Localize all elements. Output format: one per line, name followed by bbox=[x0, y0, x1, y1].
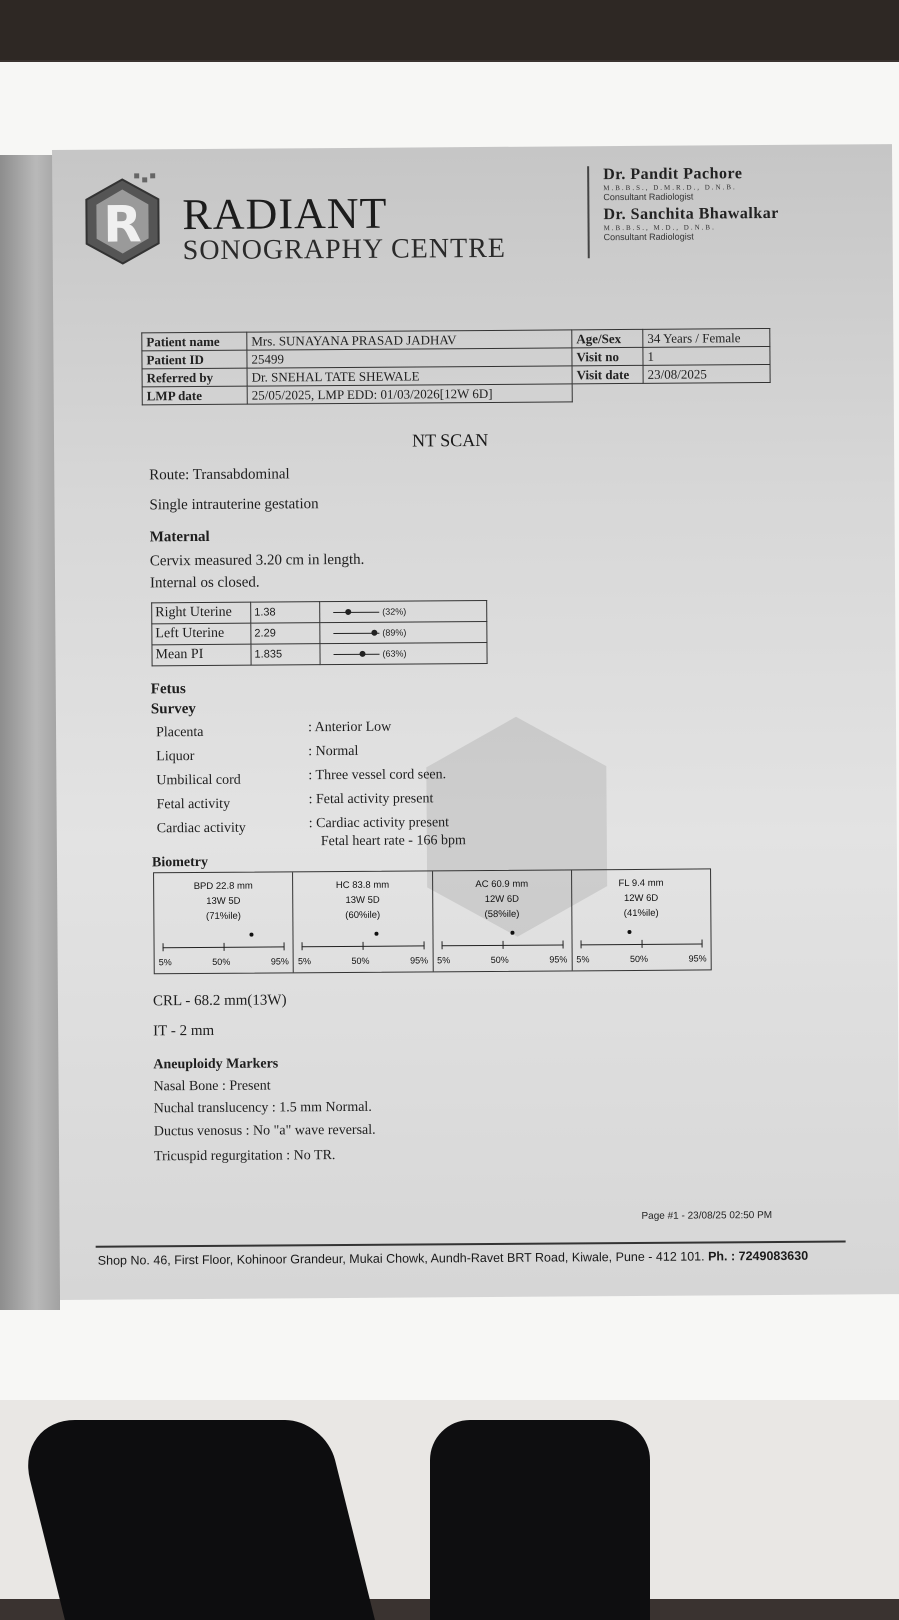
umbilical-cord-value: : Three vessel cord seen. bbox=[308, 767, 447, 784]
fetal-activity-value: : Fetal activity present bbox=[308, 791, 434, 808]
ductus-text: Ductus venosus : No "a" wave reversal. bbox=[153, 1122, 376, 1140]
biometry-heading: Biometry bbox=[151, 854, 209, 871]
phone-number: 7249083630 bbox=[738, 1248, 809, 1264]
folder-strip bbox=[0, 155, 60, 1310]
biometry-measure: BPD 22.8 mm bbox=[193, 880, 253, 893]
biometry-measure: AC 60.9 mm bbox=[475, 878, 529, 891]
doctor-1-role: Consultant Radiologist bbox=[603, 191, 694, 203]
pi-value: 1.835 bbox=[251, 644, 320, 665]
visit-date-label: Visit date bbox=[572, 365, 643, 383]
doctor-2-name: Dr. Sanchita Bhawalkar bbox=[603, 204, 779, 224]
page-info: Page #1 - 23/08/25 02:50 PM bbox=[641, 1209, 773, 1222]
cervix-text: Cervix measured 3.20 cm in length. bbox=[149, 551, 365, 570]
biometry-axis bbox=[580, 943, 702, 945]
lmp-date-value: 25/05/2025, LMP EDD: 01/03/2026[12W 6D] bbox=[247, 384, 572, 404]
pi-graph bbox=[320, 642, 487, 664]
cardiac-activity-label: Cardiac activity bbox=[156, 820, 246, 837]
scale-label: 95% bbox=[270, 956, 289, 967]
pi-label: Left Uterine bbox=[152, 623, 251, 645]
cardiac-activity-value: : Cardiac activity present bbox=[308, 815, 450, 832]
scale-label: 50% bbox=[212, 956, 231, 967]
uterine-pi-table bbox=[151, 600, 487, 666]
scale-label: 5% bbox=[437, 955, 451, 966]
umbilical-cord-label: Umbilical cord bbox=[156, 772, 241, 789]
visit-no-label: Visit no bbox=[572, 347, 643, 365]
shoe-left bbox=[15, 1420, 375, 1620]
biometry-measure: FL 9.4 mm bbox=[618, 877, 664, 890]
nuchal-text: Nuchal translucency : 1.5 mm Normal. bbox=[153, 1099, 372, 1117]
svg-text:R: R bbox=[103, 195, 142, 254]
table-row bbox=[142, 382, 770, 404]
biometry-marker bbox=[511, 931, 515, 935]
maternal-heading: Maternal bbox=[149, 528, 210, 546]
table-row bbox=[152, 642, 487, 665]
nasal-bone-text: Nasal Bone : Present bbox=[153, 1078, 271, 1095]
tricuspid-text: Tricuspid regurgitation : No TR. bbox=[153, 1148, 336, 1165]
biometry-table bbox=[153, 868, 712, 974]
aneuploidy-heading: Aneuploidy Markers bbox=[153, 1056, 279, 1073]
radiant-logo-icon bbox=[82, 171, 163, 272]
gestation-text: Single intrauterine gestation bbox=[149, 496, 319, 514]
biometry-percentile: (41%ile) bbox=[623, 907, 659, 920]
doctor-1-qualification: M.B.B.S., D.M.R.D., D.N.B. bbox=[603, 183, 737, 193]
scale-label: 5% bbox=[297, 956, 311, 967]
background-top bbox=[0, 0, 899, 60]
pi-marker bbox=[359, 651, 365, 657]
biometry-cell bbox=[154, 872, 294, 973]
biometry-marker bbox=[250, 933, 254, 937]
biometry-age: 13W 5D bbox=[206, 895, 241, 907]
lmp-date-label: LMP date bbox=[142, 386, 247, 405]
biometry-percentile: (58%ile) bbox=[484, 908, 520, 920]
pi-marker bbox=[371, 630, 377, 636]
liquor-label: Liquor bbox=[156, 749, 195, 765]
doctor-2-role: Consultant Radiologist bbox=[603, 231, 694, 243]
table-row bbox=[152, 621, 487, 644]
doctor-1-name: Dr. Pandit Pachore bbox=[603, 165, 743, 184]
scale-label: 50% bbox=[629, 953, 649, 964]
biometry-axis bbox=[163, 946, 285, 948]
pi-label: Mean PI bbox=[152, 644, 251, 666]
visit-date-value: 23/08/2025 bbox=[643, 364, 770, 383]
patient-name-value: Mrs. SUNAYANA PRASAD JADHAV bbox=[247, 330, 572, 350]
biometry-cell bbox=[293, 871, 433, 972]
doctors-block bbox=[587, 165, 779, 258]
pi-graph bbox=[320, 600, 487, 622]
placenta-label: Placenta bbox=[156, 724, 204, 741]
biometry-age: 12W 6D bbox=[623, 892, 659, 905]
footer-address bbox=[98, 1249, 808, 1268]
liquor-value: : Normal bbox=[308, 743, 359, 760]
shoe-right bbox=[430, 1420, 650, 1620]
phone-label: Ph. : bbox=[707, 1249, 736, 1264]
biometry-marker bbox=[374, 932, 378, 936]
referred-by-label: Referred by bbox=[142, 368, 247, 387]
patient-name-label: Patient name bbox=[142, 332, 247, 351]
fetus-heading: Fetus bbox=[150, 681, 186, 698]
pi-percentile: (32%) bbox=[382, 606, 407, 617]
biometry-percentile: (71%ile) bbox=[206, 910, 241, 922]
biometry-measure: HC 83.8 mm bbox=[335, 879, 390, 892]
biometry-age: 12W 6D bbox=[484, 893, 520, 905]
fetal-activity-label: Fetal activity bbox=[156, 796, 231, 813]
report-title: NT SCAN bbox=[411, 429, 489, 451]
internal-os-text: Internal os closed. bbox=[149, 574, 260, 592]
table-row bbox=[152, 600, 487, 623]
biometry-percentile: (60%ile) bbox=[345, 909, 381, 921]
biometry-cell bbox=[572, 869, 711, 970]
it-text: IT - 2 mm bbox=[153, 1022, 215, 1040]
pi-value: 1.38 bbox=[251, 602, 320, 623]
pi-label: Right Uterine bbox=[152, 602, 251, 624]
pi-graph bbox=[320, 621, 487, 643]
age-sex-label: Age/Sex bbox=[572, 329, 643, 347]
brand-name: RADIANT bbox=[182, 188, 388, 240]
scale-label: 95% bbox=[549, 954, 568, 965]
biometry-age: 13W 5D bbox=[345, 894, 380, 906]
scale-label: 5% bbox=[158, 957, 172, 968]
biometry-axis bbox=[441, 944, 563, 946]
scale-label: 5% bbox=[576, 954, 590, 965]
biometry-cell bbox=[433, 870, 573, 971]
crl-text: CRL - 68.2 mm(13W) bbox=[152, 992, 287, 1010]
footer-divider bbox=[96, 1240, 846, 1247]
patient-info-table bbox=[141, 328, 770, 405]
pi-value: 2.29 bbox=[251, 623, 320, 644]
address-text: Shop No. 46, First Floor, Kohinoor Grandeur, Mukai Chowk, Aundh-Ravet BRT Road, Kiwale, Pune - 412 101. bbox=[97, 1249, 705, 1268]
biometry-marker bbox=[627, 930, 631, 934]
scale-label: 50% bbox=[490, 954, 509, 965]
scale-label: 50% bbox=[351, 955, 370, 966]
pi-percentile: (89%) bbox=[382, 627, 407, 638]
scale-label: 95% bbox=[410, 955, 429, 966]
placenta-value: : Anterior Low bbox=[307, 719, 392, 736]
referred-by-value: Dr. SNEHAL TATE SHEWALE bbox=[247, 366, 572, 386]
patient-id-label: Patient ID bbox=[142, 350, 247, 369]
scale-label: 95% bbox=[688, 953, 707, 964]
pi-percentile: (63%) bbox=[382, 648, 407, 659]
fetal-heart-rate: Fetal heart rate - 166 bpm bbox=[320, 833, 466, 850]
age-sex-value: 34 Years / Female bbox=[643, 328, 770, 347]
report-document bbox=[52, 144, 899, 1300]
visit-no-value: 1 bbox=[643, 346, 770, 365]
patient-id-value: 25499 bbox=[247, 348, 572, 368]
route-text: Route: Transabdominal bbox=[149, 466, 290, 484]
pi-marker bbox=[345, 609, 351, 615]
survey-heading: Survey bbox=[150, 701, 196, 718]
brand-subtitle: SONOGRAPHY CENTRE bbox=[182, 232, 507, 267]
doctor-2-qualification: M.B.B.S., M.D., D.N.B. bbox=[603, 223, 716, 233]
biometry-axis bbox=[302, 945, 424, 947]
